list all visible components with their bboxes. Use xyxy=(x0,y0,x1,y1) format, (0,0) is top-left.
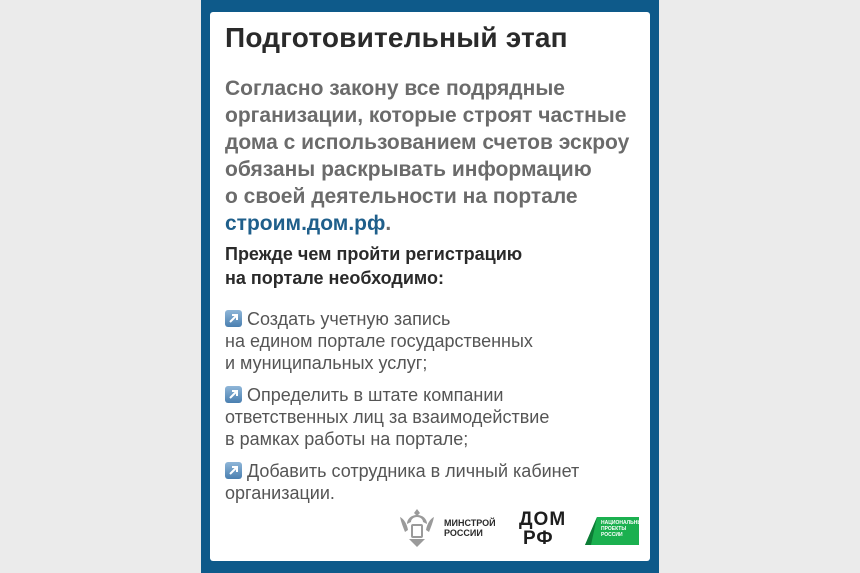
minstroy-logo: МИНСТРОЙ РОССИИ xyxy=(444,518,496,538)
dom-rf-logo: ДОМ РФ xyxy=(519,509,567,549)
list-item xyxy=(225,308,645,374)
list-item xyxy=(225,460,645,504)
arrow-up-right-icon xyxy=(225,462,242,479)
page-title: Подготовительный этап xyxy=(225,22,568,53)
item-line: в рамках работы на портале; xyxy=(225,429,469,449)
intro-line: Согласно закону все подрядные xyxy=(225,77,565,100)
intro-line: о своей деятельности на портале xyxy=(225,185,578,208)
item-line: Создать учетную запись xyxy=(247,309,451,329)
prereq-line: Прежде чем пройти регистрацию xyxy=(225,244,523,264)
link-suffix: . xyxy=(385,212,392,235)
intro-line: обязаны раскрывать информацию xyxy=(225,158,592,181)
item-line: Определить в штате компании xyxy=(247,385,504,405)
prereq-line: на портале необходимо: xyxy=(225,268,444,288)
item-line: на едином портале государственных xyxy=(225,331,533,351)
coat-of-arms-icon xyxy=(398,505,436,549)
national-projects-logo: НАЦИОНАЛЬНЫЕ ПРОЕКТЫ РОССИИ xyxy=(585,507,639,547)
arrow-up-right-icon xyxy=(225,386,242,403)
arrow-up-right-icon xyxy=(225,310,242,327)
list-item xyxy=(225,384,645,450)
prerequisites-heading xyxy=(225,242,645,290)
portal-link[interactable]: строим.дом.рф xyxy=(225,212,386,235)
item-line: и муниципальных услуг; xyxy=(225,353,428,373)
item-line: Добавить сотрудника в личный кабинет xyxy=(247,461,580,481)
intro-paragraph xyxy=(225,75,645,237)
intro-link-line xyxy=(225,210,645,237)
item-line: ответственных лиц за взаимодействие xyxy=(225,407,550,427)
item-line: организации. xyxy=(225,483,335,503)
intro-line: дома с использованием счетов эскроу xyxy=(225,131,630,154)
intro-line: организации, которые строят частные xyxy=(225,104,627,127)
